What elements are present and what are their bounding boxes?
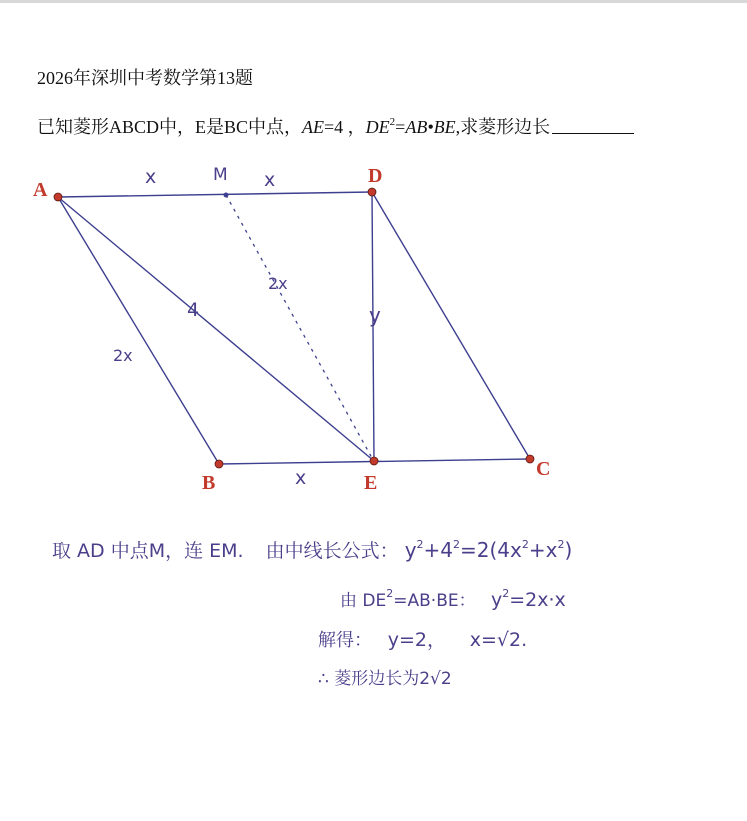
side-dc: [372, 192, 530, 459]
work-solve-label: 解得：: [318, 630, 372, 651]
point-e: [370, 457, 378, 465]
work-y-solution: y=2，: [387, 629, 446, 651]
point-c: [526, 455, 534, 463]
label-me-2x: 2x: [268, 274, 288, 293]
point-m: [224, 193, 229, 198]
label-ae-4: 4: [187, 299, 200, 321]
problem-title: 2026年深圳中考数学第13题: [37, 68, 253, 88]
ab-be-product: AB•BE: [405, 117, 456, 137]
ae-symbol: AE: [302, 117, 325, 137]
work-x-solution: x=√2.: [469, 629, 528, 651]
side-ad: [58, 192, 372, 197]
label-be-x: x: [295, 467, 307, 489]
work-conclusion: ∴ 菱形边长为2√2: [318, 669, 452, 689]
segment-ae: [58, 197, 374, 461]
label-a: A: [33, 179, 48, 201]
label-m: M: [213, 165, 228, 185]
point-d: [368, 188, 376, 196]
equals-sign: =: [395, 117, 406, 137]
point-b: [215, 460, 223, 468]
label-d: D: [368, 165, 383, 187]
work-line-1: [52, 536, 572, 563]
problem-text-2: ,求菱形边长: [455, 117, 551, 137]
work-condition-equation: $y^2=2x\cdot x$: [491, 587, 566, 611]
label-ab-2x: 2x: [113, 346, 133, 365]
work-line-3: [318, 625, 527, 652]
de-exponent: 2: [389, 116, 396, 128]
label-md-x: x: [264, 169, 276, 191]
label-c: C: [536, 458, 551, 480]
label-b: B: [202, 472, 216, 494]
label-de-y: y: [369, 303, 381, 327]
segment-me-dashed: [226, 195, 372, 458]
work-take-midpoint: 取 AD 中点M，连 EM.: [52, 540, 244, 562]
ae-value: =4 ，: [324, 117, 366, 137]
problem-text-1: 已知菱形ABCD中，E是BC中点，: [37, 117, 303, 137]
work-median-formula-label: 由中线长公式：: [265, 540, 399, 562]
work-given-condition: 由 $DE^2=AB\cdot BE$：: [340, 587, 476, 611]
label-e: E: [364, 472, 378, 494]
side-ab: [58, 197, 219, 464]
de-symbol: DE: [365, 117, 390, 137]
label-am-x: x: [145, 166, 157, 188]
point-a: [54, 193, 62, 201]
work-median-equation: $y^2+4^2=2(4x^2+x^2)$: [404, 538, 573, 562]
work-line-2: [340, 586, 566, 611]
